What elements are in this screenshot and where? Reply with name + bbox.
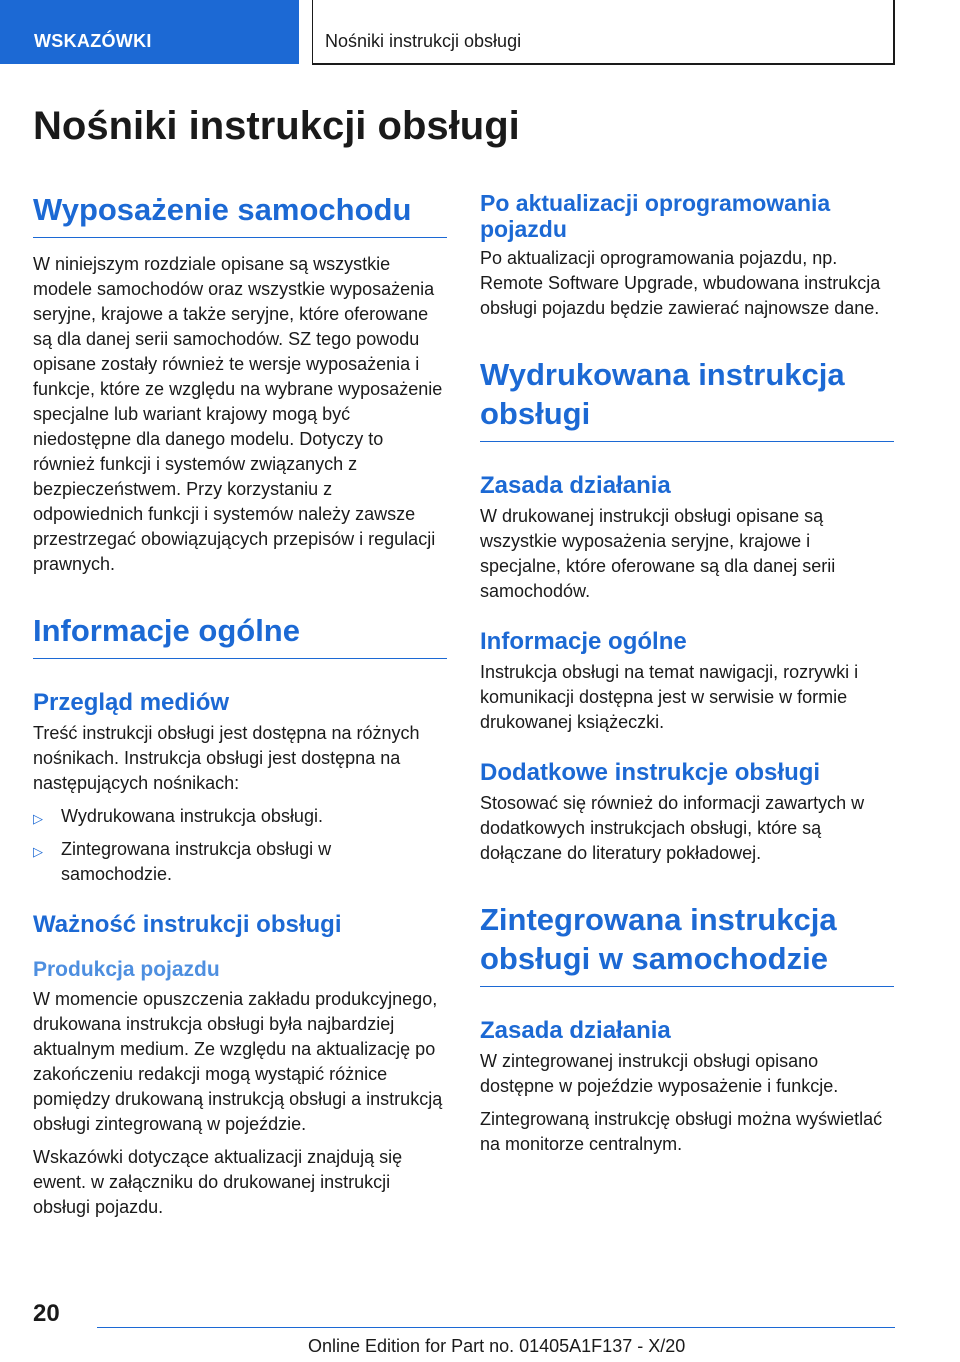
heading-printed-general: Informacje ogólne xyxy=(480,628,687,655)
media-overview-text: Treść instrukcji obsługi jest dostępna na różnych nośnikach. Instrukcja obsługi jest dostępna na następujących nośnikach: xyxy=(33,723,420,793)
update-note-text: Wskazówki dotyczące aktualizacji znajdują się ewent. w załączniku do drukowanej instrukcji obsługi pojazdu. xyxy=(33,1147,403,1217)
heading-after-software-update: Po aktualizacji oprogramowania pojazdu xyxy=(480,190,831,242)
footer-edition: Online Edition for Part no. 01405A1F137 - X/20 xyxy=(308,1336,686,1356)
heading-equipment: Wyposażenie samochodu xyxy=(33,190,447,238)
list-item: ▷ Zintegrowana instrukcja obsługi w samochodzie. xyxy=(33,839,332,884)
heading-printed-principle: Zasada działania xyxy=(480,472,671,499)
additional-manuals-text: Stosować się również do informacji zawartych w dodatkowych instrukcjach obsługi, które są dołączane do literatury pokładowej. xyxy=(480,793,865,863)
section-tab-label: WSKAZÓWKI xyxy=(34,31,152,51)
heading-media-overview: Przegląd mediów xyxy=(33,689,230,716)
equipment-text: W niniejszym rozdziale opisane są wszystkie modele samochodów oraz wszystkie wyposażenia seryjne, krajowe a także seryjne, które oferowane są dla danej serii samochodów. SZ tego powodu opisane zostały również te wersje wyposażenia i funkcje, które ze względu na wybrane wyposażenie specjalne lub wariant krajowy mogą być niedostępne dla danego modelu. Dotyczy to również funkcji i systemów związanych z bezpieczeństwem. Przy korzystaniu z odpowiednich funkcji i systemów należy zawsze przestrzegać obowiązujących przepisów i regulacji prawnych. xyxy=(33,254,443,574)
integrated-principle-text: W zintegrowanej instrukcji obsługi opisano dostępne w pojeździe wyposażenie i funkcje. xyxy=(480,1051,839,1096)
left-column xyxy=(33,190,447,1228)
heading-integrated-principle: Zasada działania xyxy=(480,1017,671,1044)
right-column xyxy=(480,190,894,1165)
section-tab xyxy=(0,0,299,64)
media-list xyxy=(33,804,447,887)
heading-integrated-manual: Zintegrowana instrukcja obsługi w samochodzie xyxy=(480,900,894,987)
triangle-bullet-icon: ▷ xyxy=(33,844,43,859)
heading-additional-manuals: Dodatkowe instrukcje obsługi xyxy=(480,759,821,786)
footer-divider xyxy=(97,1327,895,1328)
page-number: 20 xyxy=(33,1300,60,1327)
printed-principle-text: W drukowanej instrukcji obsługi opisane są wszystkie wyposażenia seryjne, krajowe i specjalne, które oferowane są dla danej serii samochodów. xyxy=(480,506,836,601)
topic-tab xyxy=(312,0,895,65)
integrated-display-text: Zintegrowaną instrukcję obsługi można wyświetlać na monitorze centralnym. xyxy=(480,1109,883,1154)
software-update-text: Po aktualizacji oprogramowania pojazdu, np. Remote Software Upgrade, wbudowana instrukcja obsługi pojazdu będzie zawierać najnowsze dane. xyxy=(480,248,881,318)
heading-printed-manual: Wydrukowana instrukcja obsługi xyxy=(480,355,894,442)
list-item: ▷ Wydrukowana instrukcja obsługi. xyxy=(33,804,447,829)
heading-vehicle-production: Produkcja pojazdu xyxy=(33,958,220,981)
heading-manual-validity: Ważność instrukcji obsługi xyxy=(33,911,342,938)
topic-tab-label: Nośniki instrukcji obsługi xyxy=(325,31,522,51)
printed-general-text: Instrukcja obsługi na temat nawigacji, rozrywki i komunikacji dostępna jest w serwisie w formie drukowanej książeczki. xyxy=(480,662,859,732)
page-title: Nośniki instrukcji obsługi xyxy=(33,104,520,148)
triangle-bullet-icon: ▷ xyxy=(33,811,43,826)
heading-general-information: Informacje ogólne xyxy=(33,611,447,659)
vehicle-production-text: W momencie opuszczenia zakładu produkcyjnego, drukowana instrukcja obsługi była najbardziej aktualnym medium. Ze względu na aktualizację po zakończeniu redakcji mogą wystąpić różnice pomiędzy drukowaną instrukcją obsługi a instrukcją obsługi zintegrowaną w pojeździe. xyxy=(33,989,443,1134)
